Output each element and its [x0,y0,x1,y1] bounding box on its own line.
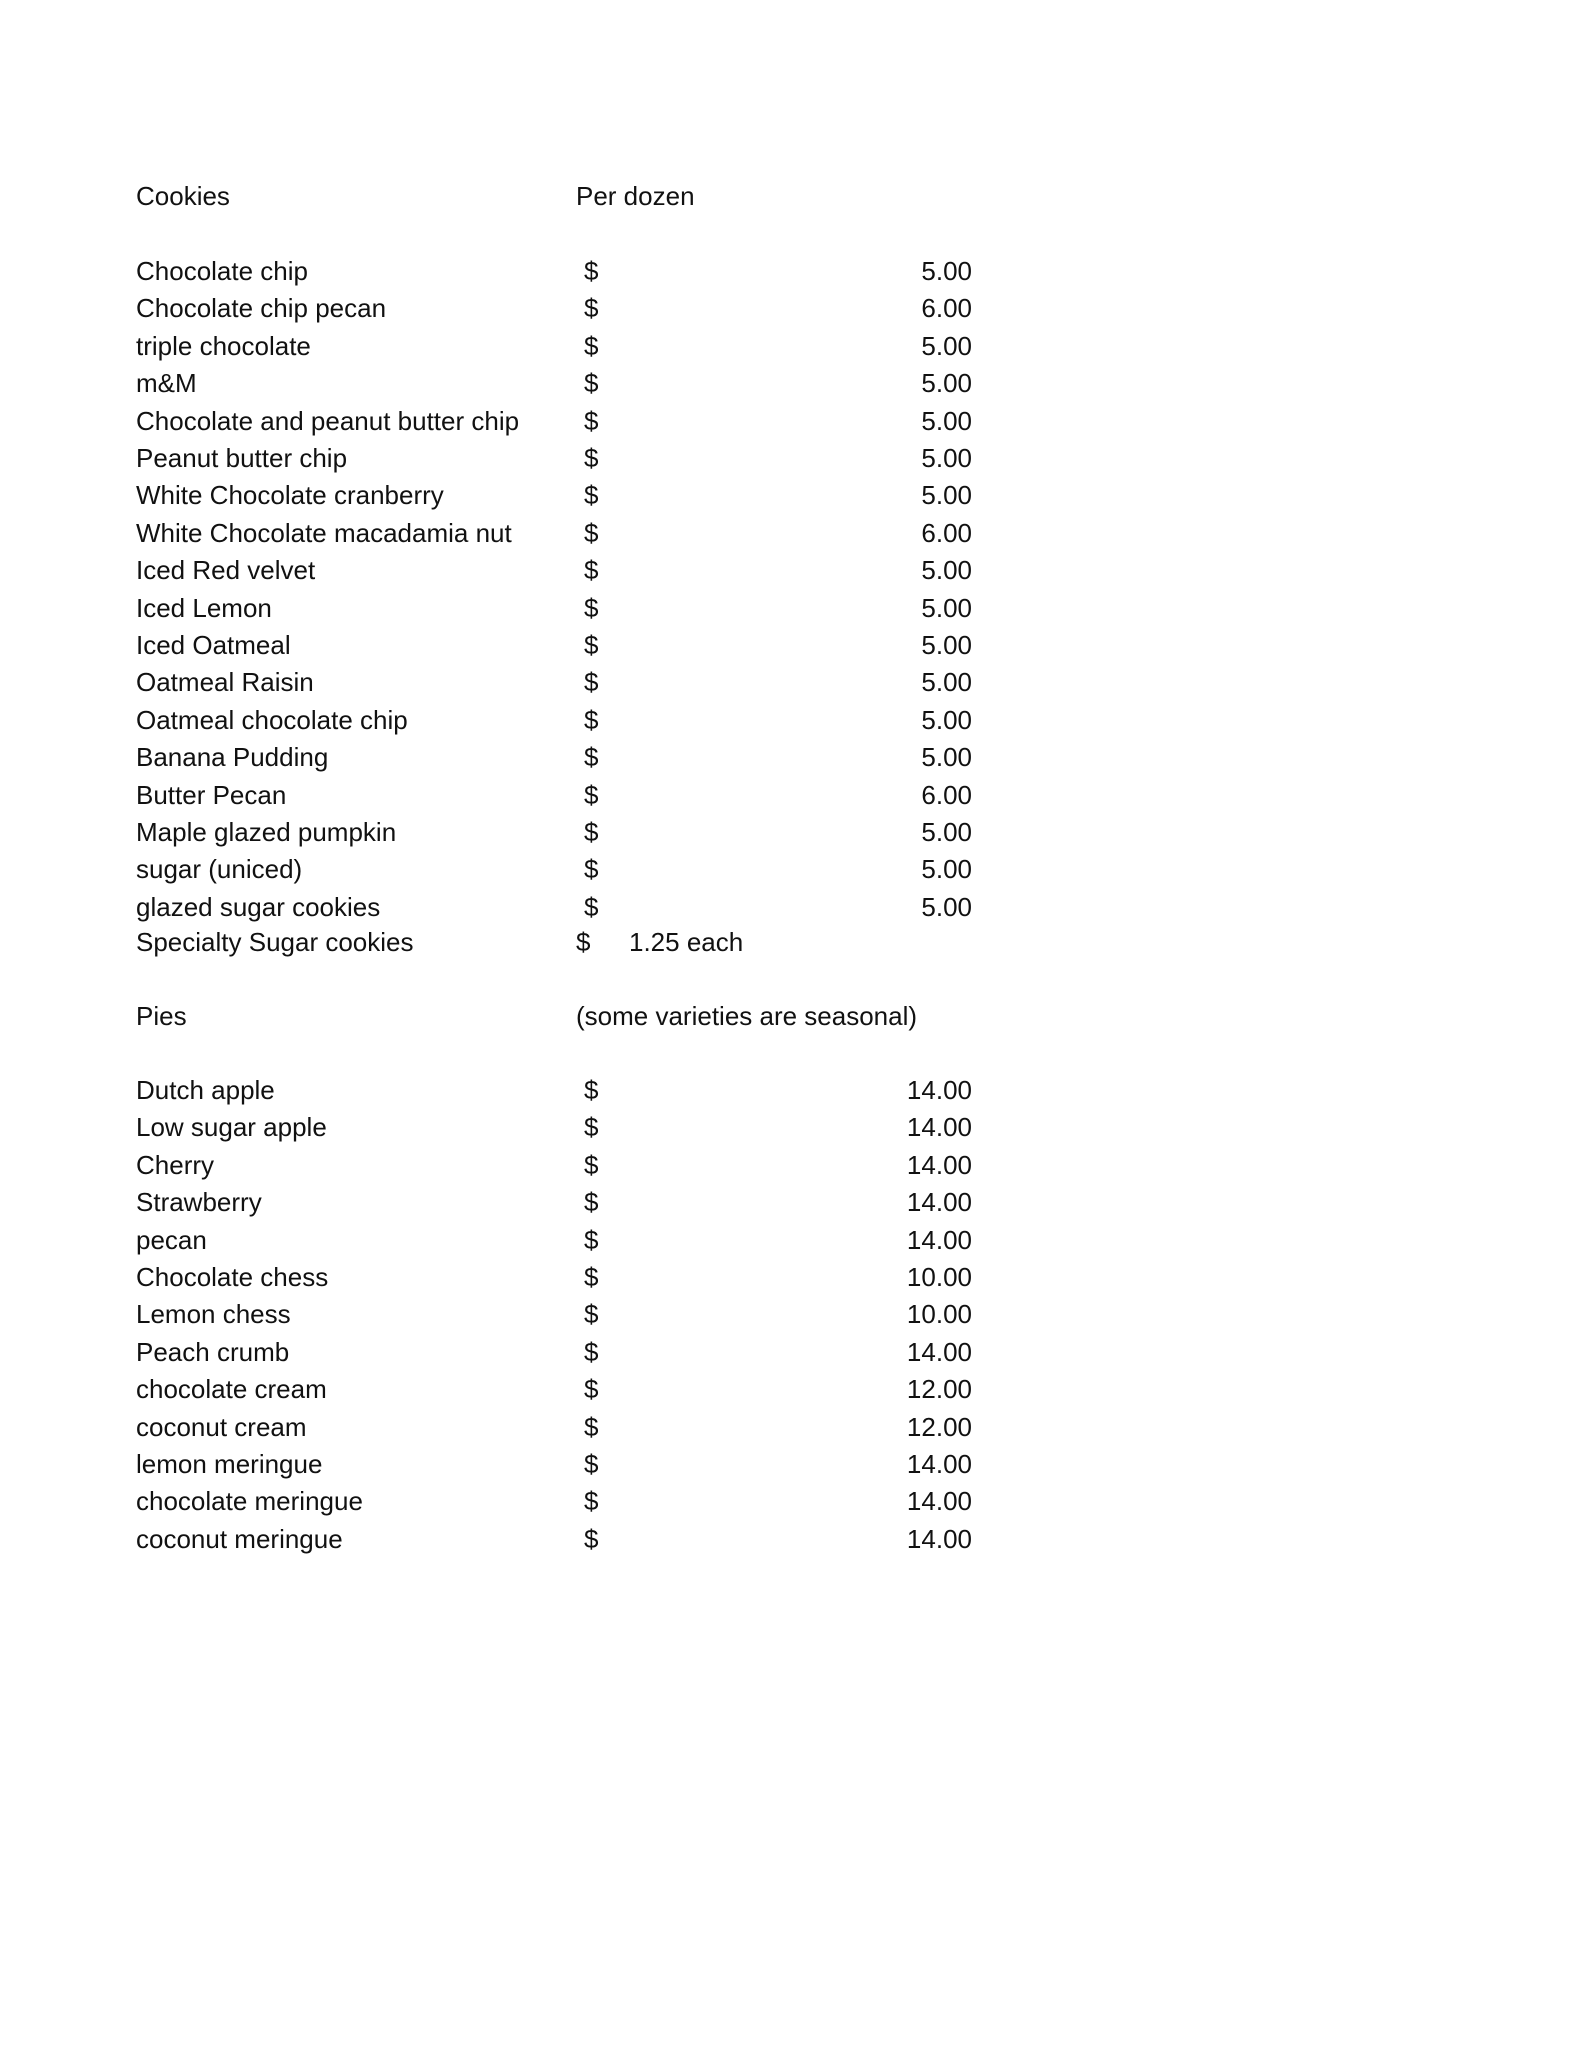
item-name: Chocolate and peanut butter chip [136,405,520,436]
item-price: 5.00 [921,667,972,698]
table-row [0,515,1000,552]
currency-symbol: $ [584,293,599,324]
currency-symbol: $ [584,443,599,473]
item-price: 14.00 [906,1075,972,1105]
item-price: 14.00 [906,1224,972,1255]
currency-symbol: $ [584,854,599,885]
currency-symbol: $ [584,256,599,286]
table-row [0,777,1000,814]
item-price: 5.00 [921,480,972,511]
item-price: 5.00 [921,592,972,623]
item-name: Peanut butter chip [136,443,348,473]
table-row [0,664,1000,701]
table-row [0,851,1000,888]
currency-symbol: $ [584,1149,599,1180]
item-price: 5.00 [921,742,972,773]
table-row [0,739,1000,776]
item-price: 5.00 [921,256,972,286]
item-name: Cherry [136,1149,215,1180]
item-price: 14.00 [906,1187,972,1218]
item-price: 1.25 each [629,927,744,957]
pies-header-row [0,998,1000,1035]
item-price: 5.00 [921,330,972,361]
item-name: Strawberry [136,1187,262,1218]
currency-symbol: $ [584,891,599,922]
item-price: 5.00 [921,891,972,922]
currency-symbol: $ [584,405,599,436]
currency-symbol: $ [584,667,599,698]
cookies-header-row [0,178,1000,215]
currency-symbol: $ [584,1112,599,1143]
currency-symbol: $ [584,1486,599,1517]
item-price: 12.00 [906,1411,972,1442]
item-name: Maple glazed pumpkin [136,817,397,847]
item-name: chocolate cream [136,1374,327,1405]
specialty-row [0,924,1000,961]
currency-symbol: $ [584,1187,599,1218]
item-name: Chocolate chess [136,1262,329,1292]
item-price: 14.00 [906,1449,972,1479]
currency-symbol: $ [584,779,599,810]
item-price: 10.00 [906,1299,972,1330]
item-price: 5.00 [921,704,972,735]
table-row [0,889,1000,926]
item-name: Iced Oatmeal [136,630,291,660]
item-name: triple chocolate [136,330,311,361]
table-row [0,328,1000,365]
pies-heading: Pies [136,1001,187,1031]
currency-symbol: $ [584,1299,599,1330]
item-price: 6.00 [921,779,972,810]
table-row [0,1371,1000,1408]
item-name: lemon meringue [136,1449,323,1479]
table-row [0,1147,1000,1184]
table-row [0,814,1000,851]
table-row [0,1109,1000,1146]
table-row [0,477,1000,514]
item-price: 6.00 [921,293,972,324]
currency-symbol: $ [584,1411,599,1442]
table-row [0,1259,1000,1296]
table-row [0,1072,1000,1109]
currency-symbol: $ [584,704,599,735]
item-name: Iced Red velvet [136,555,316,586]
item-name: Dutch apple [136,1075,275,1105]
item-price: 5.00 [921,555,972,586]
table-row [0,1483,1000,1520]
item-name: Iced Lemon [136,592,272,623]
currency-symbol: $ [584,1075,599,1105]
item-name: coconut meringue [136,1523,343,1554]
item-price: 10.00 [906,1262,972,1292]
currency-symbol: $ [584,742,599,773]
item-name: Low sugar apple [136,1112,327,1143]
table-row [0,1409,1000,1446]
table-row [0,1446,1000,1483]
currency-symbol: $ [584,480,599,511]
item-name: Specialty Sugar cookies [136,927,414,957]
currency-symbol: $ [584,517,599,548]
currency-symbol: $ [584,368,599,399]
table-row [0,290,1000,327]
item-price: 14.00 [906,1336,972,1367]
item-name: Peach crumb [136,1336,290,1367]
item-name: chocolate meringue [136,1486,363,1517]
item-name: White Chocolate cranberry [136,480,444,511]
currency-symbol: $ [584,1224,599,1255]
item-price: 14.00 [906,1486,972,1517]
currency-symbol: $ [584,630,599,660]
currency-symbol: $ [576,927,591,957]
seasonal-note: (some varieties are seasonal) [576,1001,918,1031]
currency-symbol: $ [584,330,599,361]
table-row [0,702,1000,739]
currency-symbol: $ [584,1374,599,1405]
table-row [0,403,1000,440]
currency-symbol: $ [584,1523,599,1554]
currency-symbol: $ [584,555,599,586]
item-price: 6.00 [921,517,972,548]
table-row [0,253,1000,290]
table-row [0,590,1000,627]
table-row [0,552,1000,589]
currency-symbol: $ [584,1336,599,1367]
currency-symbol: $ [584,817,599,847]
item-name: sugar (uniced) [136,854,303,885]
item-price: 14.00 [906,1523,972,1554]
item-name: Chocolate chip [136,256,308,286]
table-row [0,627,1000,664]
table-row [0,1184,1000,1221]
cookies-heading: Cookies [136,181,230,211]
table-row [0,365,1000,402]
table-row [0,440,1000,477]
table-row [0,1521,1000,1558]
item-price: 14.00 [906,1149,972,1180]
item-name: Oatmeal chocolate chip [136,704,408,735]
item-name: Lemon chess [136,1299,291,1330]
item-name: m&M [136,368,197,399]
table-row [0,1334,1000,1371]
item-name: Chocolate chip pecan [136,293,387,324]
item-price: 12.00 [906,1374,972,1405]
table-row [0,1222,1000,1259]
table-row [0,1296,1000,1333]
currency-symbol: $ [584,1449,599,1479]
item-name: Butter Pecan [136,779,287,810]
item-price: 5.00 [921,368,972,399]
per-dozen-label: Per dozen [576,181,695,211]
currency-symbol: $ [584,1262,599,1292]
item-price: 5.00 [921,817,972,847]
item-price: 5.00 [921,405,972,436]
item-price: 5.00 [921,630,972,660]
item-price: 5.00 [921,443,972,473]
item-name: Banana Pudding [136,742,329,773]
item-price: 5.00 [921,854,972,885]
item-name: glazed sugar cookies [136,891,381,922]
item-name: White Chocolate macadamia nut [136,517,512,548]
item-name: coconut cream [136,1411,307,1442]
item-name: Oatmeal Raisin [136,667,314,698]
item-price: 14.00 [906,1112,972,1143]
currency-symbol: $ [584,592,599,623]
item-name: pecan [136,1224,207,1255]
